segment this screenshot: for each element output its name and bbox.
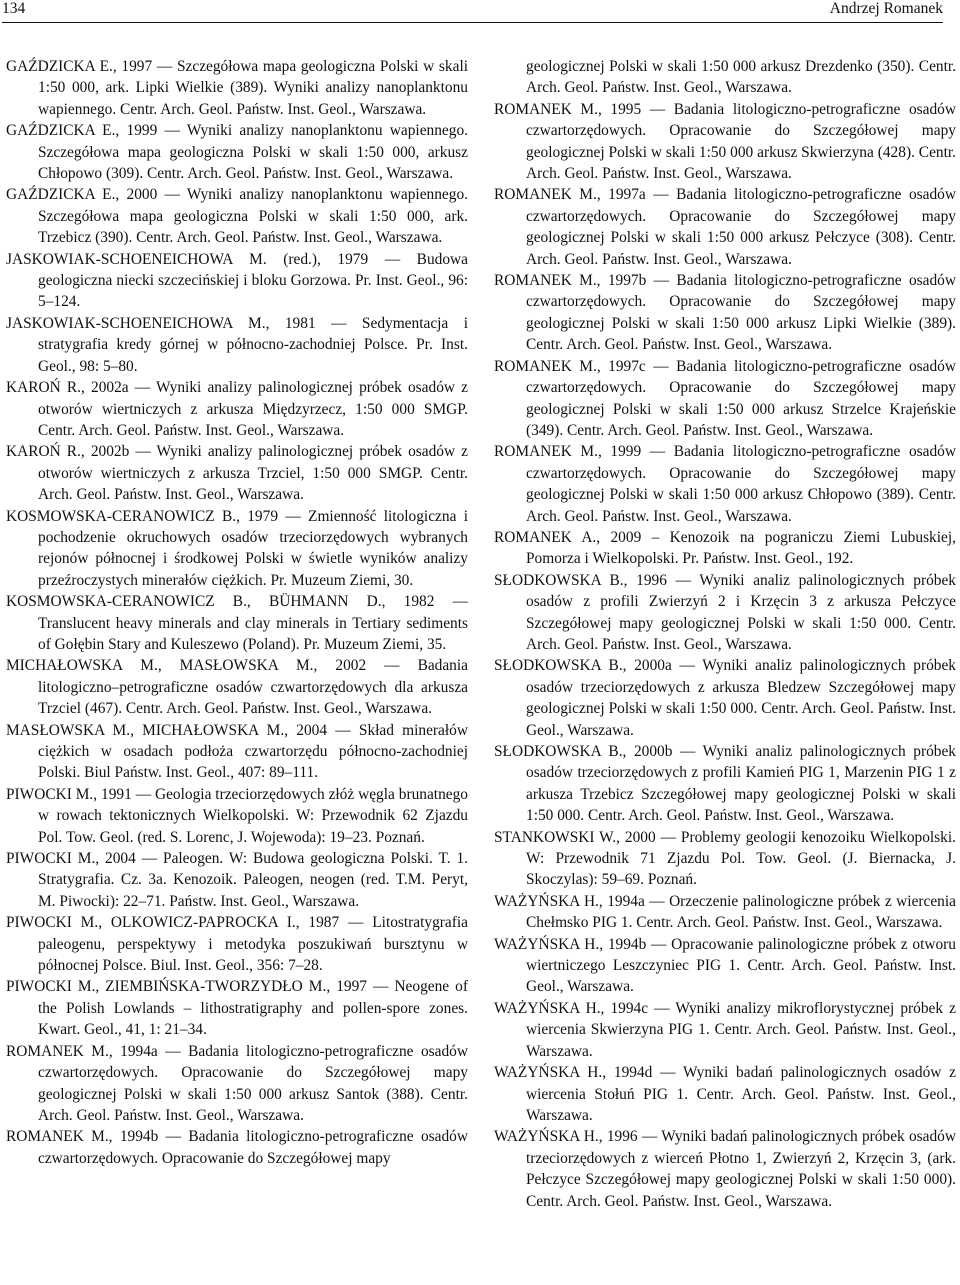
reference-details: , 1991 — Geologia trzeciorzędowych złóż węgla brunatnego w rowach tektonicznych Wielkopolski. W: Przewodnik 62 Zjazdu Pol. Tow. Geol. (red. S. Lorenc, J. Wojewoda): 19–23. Poznań. xyxy=(38,785,468,846)
reference-entry xyxy=(6,848,468,912)
reference-details: , 1981 — Sedymentacja i stratygrafia kredy górnej w północno-zachodniej Polsce. Pr. Inst. Geol., 98: 5–80. xyxy=(38,314,468,375)
reference-details: , 2009 – Kenozoik na pograniczu Ziemi Lubuskiej, Pomorza i Wielkopolski. Pr. Państw. Inst. Geol., 192. xyxy=(526,528,956,568)
reference-authors: SŁODKOWSKA B. xyxy=(494,657,623,675)
reference-entry xyxy=(6,591,468,655)
reference-details: , 2002 — Badania litologiczno–petrograficzne osadów czwartorzędowych dla arkusza Trzciel (467). Centr. Arch. Geol. Państw. Inst. Geol., Warszawa. xyxy=(38,657,468,718)
reference-authors: PIWOCKI M., OLKOWICZ-PAPROCKA I. xyxy=(6,914,296,932)
reference-authors: GAŹDZICKA E. xyxy=(6,186,116,204)
reference-authors: ROMANEK M. xyxy=(6,1128,109,1146)
reference-details: , 1994c — Wyniki analizy mikroflorystycznej próbek z wiercenia Skwierzyna PIG 1. Centr. Arch. Geol. Państw. Inst. Geol., Warszawa. xyxy=(526,999,956,1060)
reference-details: , 2002b — Wyniki analizy palinologicznej próbek osadów z otworów wiertniczych z arkusza Trzciel, 1:50 000 SMGP. Centr. Arch. Geol. Państw. Inst. Geol., Warszawa. xyxy=(38,443,468,504)
reference-entry xyxy=(494,1126,956,1212)
reference-details: , 1994b — Opracowanie palinologiczne próbek z otworu wiertniczego Leszczyniec PIG 1. Centr. Arch. Geol. Państw. Inst. Geol., Warszawa. xyxy=(526,935,956,996)
reference-authors: WAŻYŃSKA H. xyxy=(494,999,601,1017)
reference-details: , 1994d — Wyniki badań palinologicznych osadów z wiercenia Stołuń PIG 1. Centr. Arch. Geol. Państw. Inst. Geol., Warszawa. xyxy=(526,1064,956,1124)
reference-entry xyxy=(494,741,956,827)
page-header xyxy=(0,0,960,32)
reference-details: , 1987 — Litostratygrafia paleogenu, perspektywy i metodyka poszukiwań bursztynu w północnej Polsce. Biul. Inst. Geol., 356: 7–28. xyxy=(38,914,468,975)
reference-entry xyxy=(6,655,468,719)
reference-details: , 1994a — Orzeczenie palinologiczne próbek z wiercenia Chełmsko PIG 1. Centr. Arch. Geol. Państw. Inst. Geol., Warszawa. xyxy=(526,892,956,932)
reference-authors: KAROŃ R. xyxy=(6,379,81,397)
reference-authors: WAŻYŃSKA H. xyxy=(494,1064,603,1082)
reference-entry xyxy=(494,441,956,527)
reference-authors: SŁODKOWSKA B. xyxy=(494,743,623,760)
reference-entry xyxy=(494,655,956,741)
reference-entry xyxy=(6,976,468,1040)
reference-entry xyxy=(494,891,956,934)
references-right-column xyxy=(494,56,956,1212)
reference-entry xyxy=(494,270,956,356)
reference-entry xyxy=(494,934,956,998)
reference-authors: KOSMOWSKA-CERANOWICZ B. xyxy=(6,507,237,525)
reference-details: , 1997b — Badania litologiczno-petrograficzne osadów czwartorzędowych. Opracowanie do Szczegółowej mapy geologicznej Polski w skali 1:50 000 arkusz Lipki Wielkie (389). Centr. Arch. Geol. Państw. Inst. Geol., Warszawa. xyxy=(526,272,956,354)
reference-details: (red.), 1979 — Budowa geologiczna niecki szczecińskiej i bloku Gorzowa. Pr. Inst. Geol., 96: 5–124. xyxy=(38,250,468,311)
reference-details: , 2000 — Wyniki analizy nanoplanktonu wapiennego. Szczegółowa mapa geologiczna Polski w skali 1:50 000, ark. Trzebicz (390). Centr. Arch. Geol. Państw. Inst. Geol., Warszawa. xyxy=(38,186,469,247)
page-number: 134 xyxy=(2,0,26,17)
reference-authors: WAŻYŃSKA H. xyxy=(494,892,599,910)
reference-details: , 1996 — Wyniki analiz palinologicznych próbek osadów z profili Zwierzyń 2 i Krzęcin 3 z arkusza Pełczyce Szczegółowej mapy geologicznej Polski w skali 1:50 000. Centr. Arch. Geol. Państw. Inst. Geol., Warszawa. xyxy=(526,571,956,653)
reference-authors: JASKOWIAK-SCHOENEICHOWA M. xyxy=(6,314,266,332)
reference-entry xyxy=(494,56,956,99)
reference-authors: KOSMOWSKA-CERANOWICZ B., BÜHMANN D. xyxy=(6,593,382,611)
reference-details: , 1997 — Neogene of the Polish Lowlands – lithostratigraphy and pollen-spore zones. Kwart. Geol., 41, 1: 21–34. xyxy=(38,978,468,1039)
reference-details: , 1999 — Badania litologiczno-petrograficzne osadów czwartorzędowych. Opracowanie do Szczegółowej mapy geologicznej Polski w skali 1:50 000 arkusz Chłopowo (389). Centr. Arch. Geol. Państw. Inst. Geol., Warszawa. xyxy=(526,443,956,525)
reference-authors: ROMANEK M. xyxy=(494,357,597,375)
header-rule xyxy=(2,22,943,23)
reference-entry xyxy=(6,784,468,848)
reference-entry xyxy=(6,184,468,248)
reference-authors: SŁODKOWSKA B. xyxy=(494,571,624,589)
reference-authors: ROMANEK M. xyxy=(494,100,598,118)
reference-authors: ROMANEK M. xyxy=(494,186,597,204)
reference-authors: ROMANEK M. xyxy=(494,443,598,461)
reference-details: , 1997a — Badania litologiczno-petrograficzne osadów czwartorzędowych. Opracowanie do Szczegółowej mapy geologicznej Polski w skali 1:50 000 arkusz Pełczyce (308). Centr. Arch. Geol. Państw. Inst. Geol., Warszawa. xyxy=(526,186,956,268)
reference-authors: KAROŃ R. xyxy=(6,443,81,461)
reference-details: , 2000a — Wyniki analiz palinologicznych próbek osadów trzeciorzędowych z arkusza Bledzew Szczegółowej mapy geologicznej Polski w skali 1:50 000. Centr. Arch. Geol. Państw. Inst. Geol., Warszawa. xyxy=(526,657,956,739)
reference-details: , 2002a — Wyniki analizy palinologicznej próbek osadów z otworów wiertniczych z arkusza Międzyrzecz, 1:50 000 SMGP. Centr. Arch. Geol. Państw. Inst. Geol., Warszawa. xyxy=(38,379,468,439)
reference-entry xyxy=(494,99,956,185)
reference-authors: ROMANEK M. xyxy=(6,1042,109,1060)
reference-entry xyxy=(6,1126,468,1169)
reference-details: , 1997c — Badania litologiczno-petrograficzne osadów czwartorzędowych. Opracowanie do Szczegółowej mapy geologicznej Polski w skali 1:50 000 arkusz Strzelce Krajeńskie (349). Centr. Arch. Geol. Państw. Inst. Geol., Warszawa. xyxy=(526,357,956,439)
reference-details: , 1979 — Zmienność litologiczna i pochodzenie okruchowych osadów trzeciorzędowych wybranych rejonów północnej i środkowej Polski w świetle wyników analizy przeźroczystych minerałów ciężkich. Pr. Muzeum Ziemi, 30. xyxy=(38,507,468,589)
reference-details: , 2000b — Wyniki analiz palinologicznych próbek osadów trzeciorzędowych z profili Kamień PIG 1, Marzenin PIG 1 z arkusza Trzebicz Szczegółowej mapy geologicznej Polski w skali 1:50 000. Centr. Arch. Geol. Państw. Inst. Geol., Warszawa. xyxy=(526,743,956,825)
reference-authors: PIWOCKI M., ZIEMBIŃSKA-TWORZYDŁO M. xyxy=(6,978,327,996)
reference-entry xyxy=(6,912,468,976)
reference-entry xyxy=(494,1062,956,1126)
reference-entry xyxy=(494,356,956,442)
reference-entry xyxy=(494,998,956,1062)
reference-authors: MICHAŁOWSKA M., MASŁOWSKA M. xyxy=(6,657,314,675)
reference-authors: GAŹDZICKA E. xyxy=(6,122,116,140)
reference-authors: JASKOWIAK-SCHOENEICHOWA M. xyxy=(6,250,267,268)
reference-authors: GAŹDZICKA E. xyxy=(6,58,113,75)
reference-authors: STANKOWSKI W. xyxy=(494,828,617,846)
reference-entry xyxy=(6,720,468,784)
reference-authors: MASŁOWSKA M., MICHAŁOWSKA M. xyxy=(6,721,285,739)
reference-authors: WAŻYŃSKA H. xyxy=(494,1128,599,1146)
running-head: Andrzej Romanek xyxy=(829,0,943,17)
reference-details: , 1997 — Szczegółowa mapa geologiczna Polski w skali 1:50 000, ark. Lipki Wielkie (389). Wyniki analizy nanoplanktonu wapiennego. Centr. Arch. Geol. Państw. Inst. Geol., Warszawa. xyxy=(38,58,469,118)
reference-authors: ROMANEK M. xyxy=(494,272,597,290)
reference-details: , 2004 — Skład minerałów ciężkich w osadach podłoża czwartorzędu północno-zachodniej Polski. Biul Państw. Inst. Geol., 407: 89–111. xyxy=(38,721,468,782)
reference-entry xyxy=(6,120,468,184)
reference-entry xyxy=(494,527,956,570)
references-left-column xyxy=(6,56,468,1169)
reference-entry xyxy=(6,313,468,377)
reference-entry xyxy=(494,570,956,656)
reference-authors: PIWOCKI M. xyxy=(6,785,94,803)
reference-details: , 1982 — Translucent heavy minerals and clay minerals in Tertiary sediments of Gołębin Stary and Kuleszewo (Poland). Pr. Muzeum Ziemi, 35. xyxy=(38,593,468,653)
reference-entry xyxy=(6,249,468,313)
reference-entry xyxy=(6,441,468,505)
reference-entry xyxy=(6,56,468,120)
reference-details: , 1999 — Wyniki analizy nanoplanktonu wapiennego. Szczegółowa mapa geologiczna Polski w skali 1:50 000, arkusz Chłopowo (309). Centr. Arch. Geol. Państw. Inst. Geol., Warszawa. xyxy=(38,122,469,183)
reference-authors: WAŻYŃSKA H. xyxy=(494,935,600,953)
reference-details: , 2004 — Paleogen. W: Budowa geologiczna Polski. T. 1. Stratygrafia. Cz. 3a. Kenozoik. Paleogen, neogen (red. T.M. Peryt, M. Piwocki): 22–71. Państw. Inst. Geol., Warszawa. xyxy=(38,850,468,910)
reference-details: , 1994b — Badania litologiczno-petrograficzne osadów czwartorzędowych. Opracowanie do Szczegółowej mapy xyxy=(38,1128,468,1167)
reference-entry xyxy=(6,377,468,441)
reference-authors: ROMANEK A. xyxy=(494,528,597,546)
reference-authors: PIWOCKI M. xyxy=(6,850,96,868)
reference-details: , 1994a — Badania litologiczno-petrograficzne osadów czwartorzędowych. Opracowanie do Szczegółowej mapy geologicznej Polski w skali 1:50 000 arkusz Santok (388). Centr. Arch. Geol. Państw. Inst. Geol., Warszawa. xyxy=(38,1042,468,1124)
reference-entry xyxy=(494,184,956,270)
reference-entry xyxy=(494,827,956,891)
reference-entry xyxy=(6,1041,468,1127)
reference-details: , 2000 — Problemy geologii kenozoiku Wielkopolski. W: Przewodnik 71 Zjazdu Pol. Tow. Geol. (J. Biernacka, J. Skoczylas): 59–69. Poznań. xyxy=(526,828,956,889)
reference-details: , 1996 — Wyniki badań palinologicznych próbek osadów trzeciorzędowych z wierceń Płotno 1, Zwierzyń 2, Krzęcin 3, (ark. Pełczyce Szczegółowej mapy geologicznej Polski w skali 1:50 000). Centr. Arch. Geol. Państw. Inst. Geol., Warszawa. xyxy=(526,1128,956,1210)
reference-details: geologicznej Polski w skali 1:50 000 arkusz Drezdenko (350). Centr. Arch. Geol. Państw. Inst. Geol., Warszawa. xyxy=(526,58,956,97)
reference-details: , 1995 — Badania litologiczno-petrograficzne osadów czwartorzędowych. Opracowanie do Szczegółowej mapy geologicznej Polski w skali 1:50 000 arkusz Skwierzyna (428). Centr. Arch. Geol. Państw. Inst. Geol., Warszawa. xyxy=(526,100,956,183)
reference-entry xyxy=(6,506,468,592)
